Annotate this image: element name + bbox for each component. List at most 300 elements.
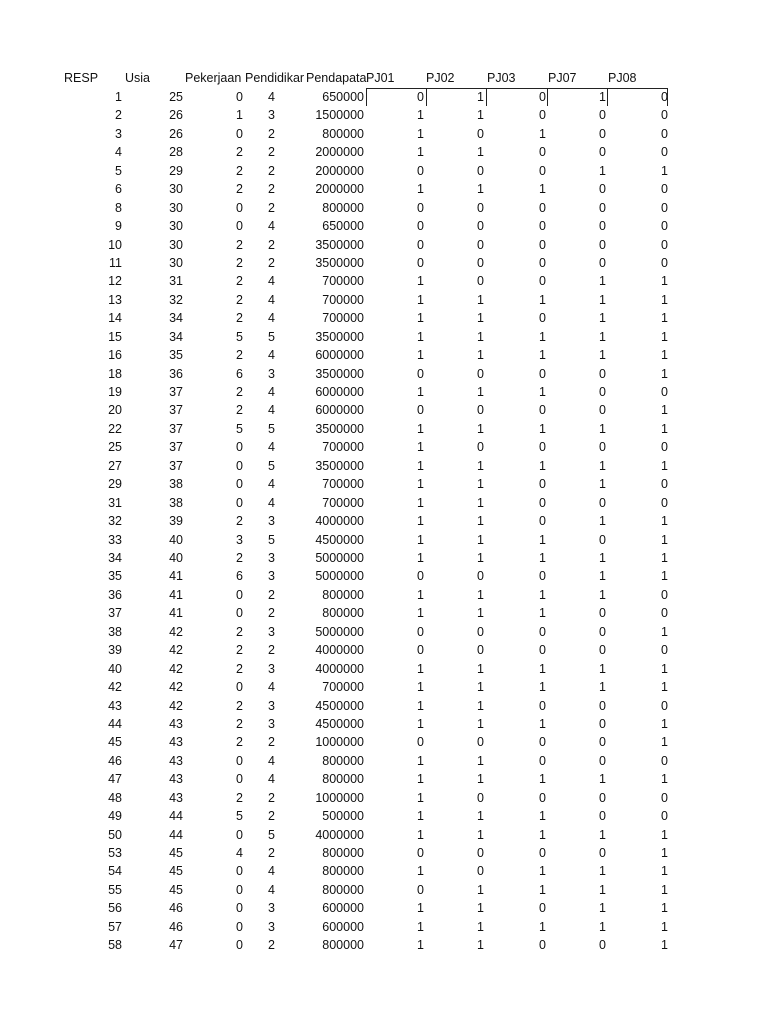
cell-pj02[interactable]: 0 (477, 624, 484, 639)
cell-usia[interactable]: 42 (169, 624, 183, 639)
cell-pekerjaan[interactable]: 2 (236, 237, 243, 252)
cell-pj02[interactable]: 0 (477, 403, 484, 418)
cell-pj02[interactable]: 1 (477, 698, 484, 713)
cell-pj07[interactable]: 0 (599, 440, 606, 455)
cell-pendapatan[interactable]: 4000000 (315, 827, 364, 842)
cell-pj07[interactable]: 1 (599, 421, 606, 436)
cell-pendidikan[interactable]: 4 (268, 385, 275, 400)
cell-resp[interactable]: 36 (108, 587, 122, 602)
cell-pj07[interactable]: 1 (599, 864, 606, 879)
cell-pj08[interactable]: 0 (661, 108, 668, 123)
cell-usia[interactable]: 37 (169, 385, 183, 400)
cell-pj07[interactable]: 1 (599, 274, 606, 289)
cell-usia[interactable]: 30 (169, 200, 183, 215)
cell-pj01[interactable]: 1 (417, 182, 424, 197)
cell-pj08[interactable]: 1 (661, 403, 668, 418)
cell-pj03[interactable]: 1 (539, 292, 546, 307)
cell-pj01[interactable]: 0 (417, 90, 424, 104)
cell-pj07[interactable]: 0 (599, 624, 606, 639)
cell-pj01[interactable]: 0 (417, 219, 424, 234)
cell-pj07[interactable]: 0 (599, 495, 606, 510)
cell-pj07[interactable]: 1 (599, 514, 606, 529)
cell-pj03[interactable]: 0 (539, 440, 546, 455)
cell-usia[interactable]: 26 (169, 108, 183, 123)
cell-pj01[interactable]: 0 (417, 735, 424, 750)
cell-pj08[interactable]: 1 (661, 864, 668, 879)
cell-usia[interactable]: 35 (169, 348, 183, 363)
cell-pj07[interactable]: 1 (599, 919, 606, 934)
cell-pj01[interactable]: 1 (417, 421, 424, 436)
cell-resp[interactable]: 43 (108, 698, 122, 713)
cell-usia[interactable]: 40 (169, 532, 183, 547)
cell-pj08[interactable]: 0 (661, 606, 668, 621)
cell-pj02[interactable]: 1 (477, 477, 484, 492)
cell-pj02[interactable]: 1 (477, 421, 484, 436)
cell-pendidikan[interactable]: 4 (268, 274, 275, 289)
cell-pekerjaan[interactable]: 2 (236, 790, 243, 805)
cell-pekerjaan[interactable]: 0 (236, 919, 243, 934)
cell-pj08[interactable]: 1 (661, 292, 668, 307)
cell-pj03[interactable]: 0 (539, 237, 546, 252)
cell-pj08[interactable]: 1 (661, 366, 668, 381)
cell-pj02[interactable]: 1 (477, 532, 484, 547)
cell-resp[interactable]: 48 (108, 790, 122, 805)
cell-pendapatan[interactable]: 2000000 (315, 182, 364, 197)
cell-pj02[interactable]: 0 (477, 274, 484, 289)
cell-pj08[interactable]: 0 (661, 587, 668, 602)
cell-pekerjaan[interactable]: 2 (236, 348, 243, 363)
cell-resp[interactable]: 54 (108, 864, 122, 879)
cell-pj01[interactable]: 1 (417, 772, 424, 787)
cell-pj08[interactable]: 1 (661, 311, 668, 326)
cell-usia[interactable]: 44 (169, 827, 183, 842)
cell-pendapatan[interactable]: 650000 (322, 90, 364, 104)
cell-pendidikan[interactable]: 3 (268, 366, 275, 381)
cell-pj07[interactable]: 0 (599, 108, 606, 123)
cell-pj01[interactable]: 1 (417, 477, 424, 492)
cell-resp[interactable]: 11 (109, 255, 122, 270)
cell-pj08[interactable]: 1 (661, 716, 668, 731)
cell-pj07[interactable]: 1 (599, 458, 606, 473)
cell-pj01[interactable]: 1 (417, 108, 424, 123)
cell-pj08[interactable]: 1 (661, 846, 668, 861)
cell-pendidikan[interactable]: 2 (268, 606, 275, 621)
cell-pj02[interactable]: 1 (477, 901, 484, 916)
cell-pj02[interactable]: 1 (477, 292, 484, 307)
cell-resp[interactable]: 49 (108, 809, 122, 824)
cell-resp[interactable]: 32 (108, 514, 122, 529)
cell-resp[interactable]: 38 (108, 624, 122, 639)
cell-pj02[interactable]: 1 (477, 680, 484, 695)
cell-resp[interactable]: 58 (108, 938, 122, 953)
cell-pendapatan[interactable]: 600000 (322, 901, 364, 916)
cell-resp[interactable]: 4 (115, 145, 122, 160)
cell-pj01[interactable]: 0 (417, 366, 424, 381)
cell-pj01[interactable]: 1 (417, 680, 424, 695)
cell-pendapatan[interactable]: 5000000 (315, 569, 364, 584)
cell-pendapatan[interactable]: 800000 (322, 200, 364, 215)
cell-pendapatan[interactable]: 600000 (322, 919, 364, 934)
cell-pendapatan[interactable]: 800000 (322, 126, 364, 141)
cell-pj07[interactable]: 0 (599, 532, 606, 547)
cell-resp[interactable]: 16 (108, 348, 122, 363)
cell-pj08[interactable]: 0 (661, 182, 668, 197)
cell-pj07[interactable]: 1 (599, 90, 606, 104)
cell-pendapatan[interactable]: 800000 (322, 606, 364, 621)
cell-pj03[interactable]: 1 (539, 329, 546, 344)
cell-pendidikan[interactable]: 2 (268, 643, 275, 658)
cell-pekerjaan[interactable]: 6 (236, 569, 243, 584)
cell-pendidikan[interactable]: 3 (268, 551, 275, 565)
cell-pekerjaan[interactable]: 2 (236, 514, 243, 529)
cell-resp[interactable]: 10 (108, 237, 122, 252)
cell-pj02[interactable]: 0 (477, 366, 484, 381)
cell-pj01[interactable]: 0 (417, 255, 424, 270)
cell-pj01[interactable]: 1 (417, 864, 424, 879)
cell-pekerjaan[interactable]: 0 (236, 882, 243, 897)
cell-pj01[interactable]: 1 (417, 551, 424, 565)
cell-pj03[interactable]: 1 (539, 348, 546, 363)
cell-pendidikan[interactable]: 3 (268, 698, 275, 713)
cell-pj03[interactable]: 0 (539, 403, 546, 418)
cell-pj01[interactable]: 1 (417, 292, 424, 307)
cell-pj08[interactable]: 0 (661, 790, 668, 805)
cell-pj08[interactable]: 1 (661, 827, 668, 842)
cell-pendapatan[interactable]: 800000 (322, 587, 364, 602)
cell-pendidikan[interactable]: 4 (268, 477, 275, 492)
cell-resp[interactable]: 12 (108, 274, 122, 289)
cell-pendapatan[interactable]: 4500000 (315, 716, 364, 731)
cell-pj02[interactable]: 1 (477, 827, 484, 842)
cell-resp[interactable]: 47 (108, 772, 122, 787)
cell-usia[interactable]: 38 (169, 495, 183, 510)
cell-usia[interactable]: 43 (169, 735, 183, 750)
cell-usia[interactable]: 46 (169, 901, 183, 916)
cell-pj03[interactable]: 1 (539, 551, 546, 565)
cell-pj01[interactable]: 1 (417, 661, 424, 676)
cell-pendidikan[interactable]: 5 (268, 827, 275, 842)
cell-pj03[interactable]: 0 (539, 790, 546, 805)
cell-pj03[interactable]: 0 (539, 698, 546, 713)
cell-pendidikan[interactable]: 4 (268, 348, 275, 363)
cell-pekerjaan[interactable]: 0 (236, 753, 243, 768)
cell-pj03[interactable]: 1 (539, 587, 546, 602)
cell-pj02[interactable]: 1 (477, 919, 484, 934)
cell-pekerjaan[interactable]: 0 (236, 200, 243, 215)
cell-pj03[interactable]: 1 (539, 919, 546, 934)
cell-pendapatan[interactable]: 500000 (322, 809, 364, 824)
cell-pj07[interactable]: 1 (599, 477, 606, 492)
cell-pj02[interactable]: 1 (477, 661, 484, 676)
cell-usia[interactable]: 30 (169, 219, 183, 234)
cell-pj08[interactable]: 1 (661, 569, 668, 584)
cell-usia[interactable]: 30 (169, 255, 183, 270)
cell-pj08[interactable]: 1 (661, 772, 668, 787)
cell-pekerjaan[interactable]: 0 (236, 126, 243, 141)
cell-pendapatan[interactable]: 2000000 (315, 145, 364, 160)
cell-pendapatan[interactable]: 700000 (322, 680, 364, 695)
cell-usia[interactable]: 31 (169, 274, 183, 289)
cell-pendidikan[interactable]: 3 (268, 569, 275, 584)
cell-pendidikan[interactable]: 4 (268, 90, 275, 104)
cell-pj01[interactable]: 1 (417, 809, 424, 824)
cell-pj03[interactable]: 0 (539, 846, 546, 861)
cell-pendapatan[interactable]: 800000 (322, 772, 364, 787)
cell-pendapatan[interactable]: 3500000 (315, 366, 364, 381)
cell-pendidikan[interactable]: 4 (268, 292, 275, 307)
cell-pekerjaan[interactable]: 2 (236, 182, 243, 197)
cell-pj07[interactable]: 1 (599, 772, 606, 787)
cell-pj08[interactable]: 1 (661, 421, 668, 436)
cell-pj07[interactable]: 1 (599, 163, 606, 178)
cell-pendapatan[interactable]: 3500000 (315, 421, 364, 436)
cell-pendapatan[interactable]: 4000000 (315, 661, 364, 676)
cell-pekerjaan[interactable]: 2 (236, 145, 243, 160)
cell-pendapatan[interactable]: 4000000 (315, 514, 364, 529)
cell-pendapatan[interactable]: 800000 (322, 938, 364, 953)
cell-pj01[interactable]: 1 (417, 495, 424, 510)
cell-pj03[interactable]: 0 (539, 753, 546, 768)
cell-pekerjaan[interactable]: 2 (236, 624, 243, 639)
cell-pj07[interactable]: 1 (599, 587, 606, 602)
cell-pj03[interactable]: 0 (539, 735, 546, 750)
cell-pendidikan[interactable]: 2 (268, 126, 275, 141)
cell-pj01[interactable]: 0 (417, 237, 424, 252)
cell-pj08[interactable]: 0 (661, 126, 668, 141)
cell-pekerjaan[interactable]: 2 (236, 163, 243, 178)
cell-pj01[interactable]: 1 (417, 440, 424, 455)
cell-pj02[interactable]: 1 (477, 809, 484, 824)
cell-pj02[interactable]: 0 (477, 643, 484, 658)
cell-pendidikan[interactable]: 2 (268, 587, 275, 602)
cell-pj08[interactable]: 0 (661, 255, 668, 270)
cell-pj01[interactable]: 1 (417, 716, 424, 731)
cell-resp[interactable]: 44 (108, 716, 122, 731)
cell-pj07[interactable]: 0 (599, 643, 606, 658)
cell-usia[interactable]: 47 (169, 938, 183, 953)
cell-pendapatan[interactable]: 650000 (322, 219, 364, 234)
cell-pj03[interactable]: 0 (539, 108, 546, 123)
cell-pj03[interactable]: 1 (539, 182, 546, 197)
cell-resp[interactable]: 29 (108, 477, 122, 492)
cell-pendapatan[interactable]: 5000000 (315, 624, 364, 639)
cell-pj08[interactable]: 1 (661, 348, 668, 363)
cell-pendapatan[interactable]: 700000 (322, 311, 364, 326)
cell-pj07[interactable]: 1 (599, 329, 606, 344)
cell-pj01[interactable]: 1 (417, 126, 424, 141)
cell-pendapatan[interactable]: 700000 (322, 274, 364, 289)
cell-pj01[interactable]: 1 (417, 311, 424, 326)
cell-pj08[interactable]: 0 (661, 237, 668, 252)
cell-pendidikan[interactable]: 4 (268, 495, 275, 510)
cell-pj03[interactable]: 1 (539, 606, 546, 621)
cell-usia[interactable]: 43 (169, 772, 183, 787)
cell-usia[interactable]: 43 (169, 753, 183, 768)
cell-resp[interactable]: 13 (108, 292, 122, 307)
cell-pekerjaan[interactable]: 0 (236, 901, 243, 916)
cell-pj08[interactable]: 1 (661, 919, 668, 934)
cell-resp[interactable]: 27 (108, 458, 122, 473)
cell-pekerjaan[interactable]: 5 (236, 329, 243, 344)
cell-pj03[interactable]: 0 (539, 569, 546, 584)
cell-pendidikan[interactable]: 4 (268, 882, 275, 897)
cell-pj07[interactable]: 0 (599, 698, 606, 713)
cell-pekerjaan[interactable]: 2 (236, 385, 243, 400)
cell-resp[interactable]: 34 (108, 551, 122, 565)
cell-pj02[interactable]: 0 (477, 126, 484, 141)
cell-pj07[interactable]: 0 (599, 182, 606, 197)
cell-usia[interactable]: 40 (169, 551, 183, 565)
cell-pendidikan[interactable]: 4 (268, 864, 275, 879)
cell-pendidikan[interactable]: 4 (268, 311, 275, 326)
cell-pj01[interactable]: 0 (417, 882, 424, 897)
cell-resp[interactable]: 25 (108, 440, 122, 455)
cell-pendidikan[interactable]: 2 (268, 237, 275, 252)
cell-pj02[interactable]: 0 (477, 219, 484, 234)
cell-pj07[interactable]: 0 (599, 846, 606, 861)
cell-pj08[interactable]: 0 (661, 385, 668, 400)
cell-pj02[interactable]: 1 (477, 716, 484, 731)
cell-usia[interactable]: 26 (169, 126, 183, 141)
cell-resp[interactable]: 1 (115, 90, 122, 104)
cell-pj08[interactable]: 0 (661, 440, 668, 455)
cell-pj02[interactable]: 1 (477, 495, 484, 510)
cell-pj02[interactable]: 1 (477, 329, 484, 344)
cell-pj08[interactable]: 0 (661, 477, 668, 492)
cell-pendapatan[interactable]: 3500000 (315, 255, 364, 270)
cell-usia[interactable]: 41 (169, 569, 183, 584)
cell-pj01[interactable]: 1 (417, 329, 424, 344)
cell-pekerjaan[interactable]: 0 (236, 772, 243, 787)
cell-pj01[interactable]: 1 (417, 698, 424, 713)
cell-pj07[interactable]: 1 (599, 311, 606, 326)
cell-pekerjaan[interactable]: 3 (236, 532, 243, 547)
cell-pj02[interactable]: 1 (477, 606, 484, 621)
cell-pj01[interactable]: 1 (417, 827, 424, 842)
cell-pj07[interactable]: 0 (599, 385, 606, 400)
cell-usia[interactable]: 32 (169, 292, 183, 307)
cell-usia[interactable]: 45 (169, 846, 183, 861)
cell-pekerjaan[interactable]: 6 (236, 366, 243, 381)
cell-resp[interactable]: 2 (115, 108, 122, 123)
cell-usia[interactable]: 25 (169, 90, 183, 104)
cell-pj08[interactable]: 0 (661, 495, 668, 510)
cell-usia[interactable]: 36 (169, 366, 183, 381)
cell-resp[interactable]: 31 (108, 495, 122, 510)
cell-pendidikan[interactable]: 3 (268, 919, 275, 934)
cell-pj07[interactable]: 0 (599, 790, 606, 805)
cell-pj08[interactable]: 1 (661, 901, 668, 916)
cell-pj07[interactable]: 0 (599, 606, 606, 621)
cell-pendidikan[interactable]: 2 (268, 145, 275, 160)
cell-resp[interactable]: 55 (108, 882, 122, 897)
cell-resp[interactable]: 53 (108, 846, 122, 861)
cell-resp[interactable]: 3 (115, 126, 122, 141)
cell-pj07[interactable]: 1 (599, 569, 606, 584)
cell-pj07[interactable]: 0 (599, 938, 606, 953)
cell-pj02[interactable]: 0 (477, 237, 484, 252)
cell-pj03[interactable]: 0 (539, 311, 546, 326)
cell-pj03[interactable]: 1 (539, 385, 546, 400)
cell-pj01[interactable]: 1 (417, 514, 424, 529)
cell-pj03[interactable]: 0 (539, 495, 546, 510)
cell-pj03[interactable]: 1 (539, 532, 546, 547)
cell-pekerjaan[interactable]: 2 (236, 551, 243, 565)
cell-pj03[interactable]: 0 (539, 477, 546, 492)
cell-pekerjaan[interactable]: 5 (236, 809, 243, 824)
cell-usia[interactable]: 37 (169, 421, 183, 436)
cell-resp[interactable]: 8 (115, 200, 122, 215)
cell-pendidikan[interactable]: 5 (268, 532, 275, 547)
cell-pekerjaan[interactable]: 4 (236, 846, 243, 861)
cell-pj03[interactable]: 1 (539, 772, 546, 787)
cell-pj02[interactable]: 0 (477, 569, 484, 584)
cell-pekerjaan[interactable]: 0 (236, 477, 243, 492)
cell-pekerjaan[interactable]: 5 (236, 421, 243, 436)
cell-pj07[interactable]: 0 (599, 735, 606, 750)
cell-usia[interactable]: 43 (169, 790, 183, 805)
cell-pekerjaan[interactable]: 0 (236, 680, 243, 695)
cell-resp[interactable]: 9 (115, 219, 122, 234)
cell-resp[interactable]: 42 (108, 680, 122, 695)
cell-resp[interactable]: 35 (108, 569, 122, 584)
cell-usia[interactable]: 46 (169, 919, 183, 934)
cell-resp[interactable]: 33 (108, 532, 122, 547)
cell-resp[interactable]: 18 (108, 366, 122, 381)
cell-pendidikan[interactable]: 3 (268, 108, 275, 123)
cell-pj02[interactable]: 0 (477, 163, 484, 178)
cell-pj03[interactable]: 0 (539, 514, 546, 529)
cell-resp[interactable]: 5 (115, 163, 122, 178)
cell-resp[interactable]: 22 (108, 421, 122, 436)
cell-pj03[interactable]: 1 (539, 882, 546, 897)
cell-pj02[interactable]: 0 (477, 864, 484, 879)
cell-pekerjaan[interactable]: 0 (236, 606, 243, 621)
cell-resp[interactable]: 37 (108, 606, 122, 621)
cell-usia[interactable]: 41 (169, 587, 183, 602)
cell-pj07[interactable]: 1 (599, 882, 606, 897)
cell-resp[interactable]: 39 (108, 643, 122, 658)
cell-pj08[interactable]: 1 (661, 624, 668, 639)
cell-pendapatan[interactable]: 3500000 (315, 329, 364, 344)
cell-pj03[interactable]: 1 (539, 421, 546, 436)
cell-pendidikan[interactable]: 3 (268, 661, 275, 676)
cell-pj03[interactable]: 0 (539, 219, 546, 234)
cell-pj08[interactable]: 0 (661, 643, 668, 658)
cell-pj08[interactable]: 0 (661, 90, 668, 104)
cell-pj03[interactable]: 1 (539, 126, 546, 141)
cell-pendidikan[interactable]: 2 (268, 809, 275, 824)
cell-pendapatan[interactable]: 700000 (322, 477, 364, 492)
cell-pj02[interactable]: 0 (477, 255, 484, 270)
cell-pendapatan[interactable]: 3500000 (315, 237, 364, 252)
cell-pendidikan[interactable]: 5 (268, 458, 275, 473)
cell-pj07[interactable]: 0 (599, 716, 606, 731)
cell-resp[interactable]: 45 (108, 735, 122, 750)
cell-pj07[interactable]: 0 (599, 366, 606, 381)
cell-pj03[interactable]: 0 (539, 90, 546, 104)
cell-pj01[interactable]: 0 (417, 403, 424, 418)
cell-pendapatan[interactable]: 5000000 (315, 551, 364, 565)
cell-pekerjaan[interactable]: 2 (236, 735, 243, 750)
cell-pj02[interactable]: 1 (477, 458, 484, 473)
cell-pj08[interactable]: 1 (661, 551, 668, 565)
cell-pekerjaan[interactable]: 2 (236, 311, 243, 326)
cell-pj03[interactable]: 0 (539, 938, 546, 953)
cell-pj03[interactable]: 0 (539, 274, 546, 289)
cell-pendapatan[interactable]: 1000000 (315, 735, 364, 750)
cell-pj02[interactable]: 1 (477, 385, 484, 400)
